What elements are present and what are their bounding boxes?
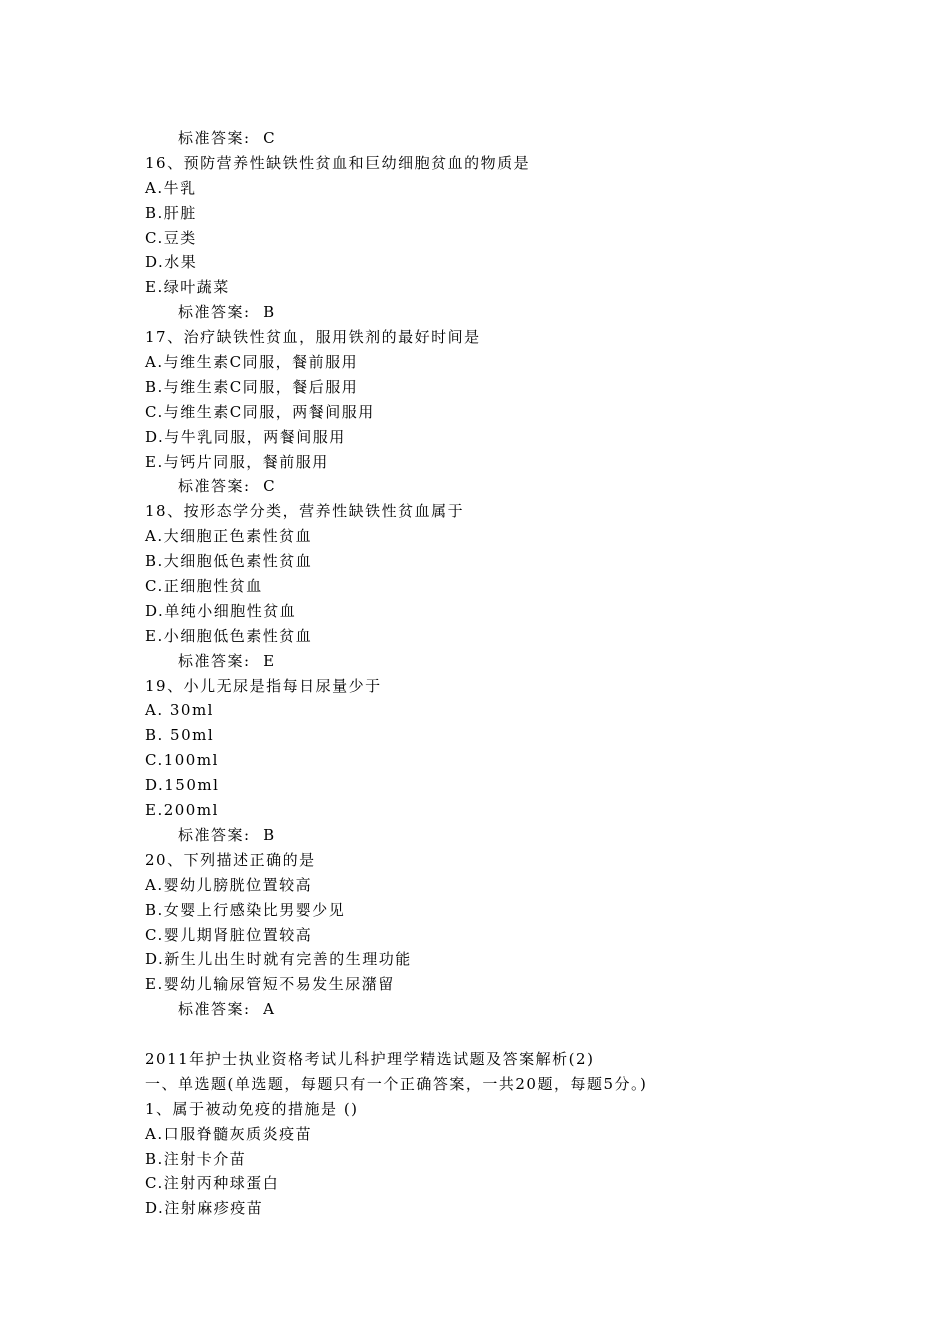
option-text: B.肝脏	[145, 203, 197, 222]
option-text: E.绿叶蔬菜	[145, 278, 230, 297]
question-text: 18、按形态学分类，营养性缺铁性贫血属于	[145, 502, 465, 521]
option-text: D.150ml	[145, 776, 220, 795]
option-text: C.豆类	[145, 228, 197, 247]
option-text: C.注射丙种球蛋白	[145, 1174, 280, 1193]
section-heading: 2011年护士执业资格考试儿科护理学精选试题及答案解析(2)	[145, 1049, 595, 1068]
option-text: E.婴幼儿输尿管短不易发生尿潴留	[145, 975, 395, 994]
option-text: A.与维生素C同服，餐前服用	[145, 353, 359, 372]
option-text: C.婴儿期肾脏位置较高	[145, 925, 313, 944]
blank-line	[145, 1022, 845, 1047]
option-text: E.200ml	[145, 801, 219, 820]
option-text: C.正细胞性贫血	[145, 577, 263, 596]
option-text: B.注射卡介苗	[145, 1149, 247, 1168]
answer-line: 标准答案: E	[178, 651, 276, 670]
question-text: 17、治疗缺铁性贫血，服用铁剂的最好时间是	[145, 328, 481, 347]
answer-line: 标准答案: A	[178, 1000, 276, 1019]
answer-line: 标准答案: C	[178, 477, 277, 496]
option-text: C.100ml	[145, 751, 219, 770]
question-text: 16、预防营养性缺铁性贫血和巨幼细胞贫血的物质是	[145, 153, 531, 172]
option-text: D.水果	[145, 253, 198, 272]
question-text: 19、小儿无尿是指每日尿量少于	[145, 676, 382, 695]
answer-line: 标准答案: B	[178, 303, 276, 322]
option-text: A. 30ml	[145, 701, 214, 720]
option-text: A.大细胞正色素性贫血	[145, 527, 313, 546]
option-text: B. 50ml	[145, 726, 215, 745]
option-text: D.单纯小细胞性贫血	[145, 601, 297, 620]
option-text: B.大细胞低色素性贫血	[145, 552, 313, 571]
option-text: C.与维生素C同服，两餐间服用	[145, 402, 375, 421]
answer-line: 标准答案: B	[178, 825, 276, 844]
question-text: 1、属于被动免疫的措施是 ()	[145, 1099, 359, 1118]
question-text: 20、下列描述正确的是	[145, 850, 316, 869]
option-text: A.口服脊髓灰质炎疫苗	[145, 1124, 313, 1143]
option-text: A.牛乳	[145, 178, 197, 197]
option-text: E.小细胞低色素性贫血	[145, 626, 313, 645]
option-text: E.与钙片同服，餐前服用	[145, 452, 329, 471]
option-text: D.与牛乳同服，两餐间服用	[145, 427, 346, 446]
option-text: B.与维生素C同服，餐后服用	[145, 377, 359, 396]
option-text: A.婴幼儿膀胱位置较高	[145, 875, 313, 894]
option-text: D.新生儿出生时就有完善的生理功能	[145, 950, 412, 969]
answer-line: 标准答案: C	[178, 129, 277, 147]
option-text: B.女婴上行感染比男婴少见	[145, 900, 346, 919]
option-text: D.注射麻疹疫苗	[145, 1199, 264, 1218]
document-page	[145, 126, 845, 1221]
section-heading: 一、单选题(单选题，每题只有一个正确答案，一共20题，每题5分。)	[145, 1074, 648, 1093]
